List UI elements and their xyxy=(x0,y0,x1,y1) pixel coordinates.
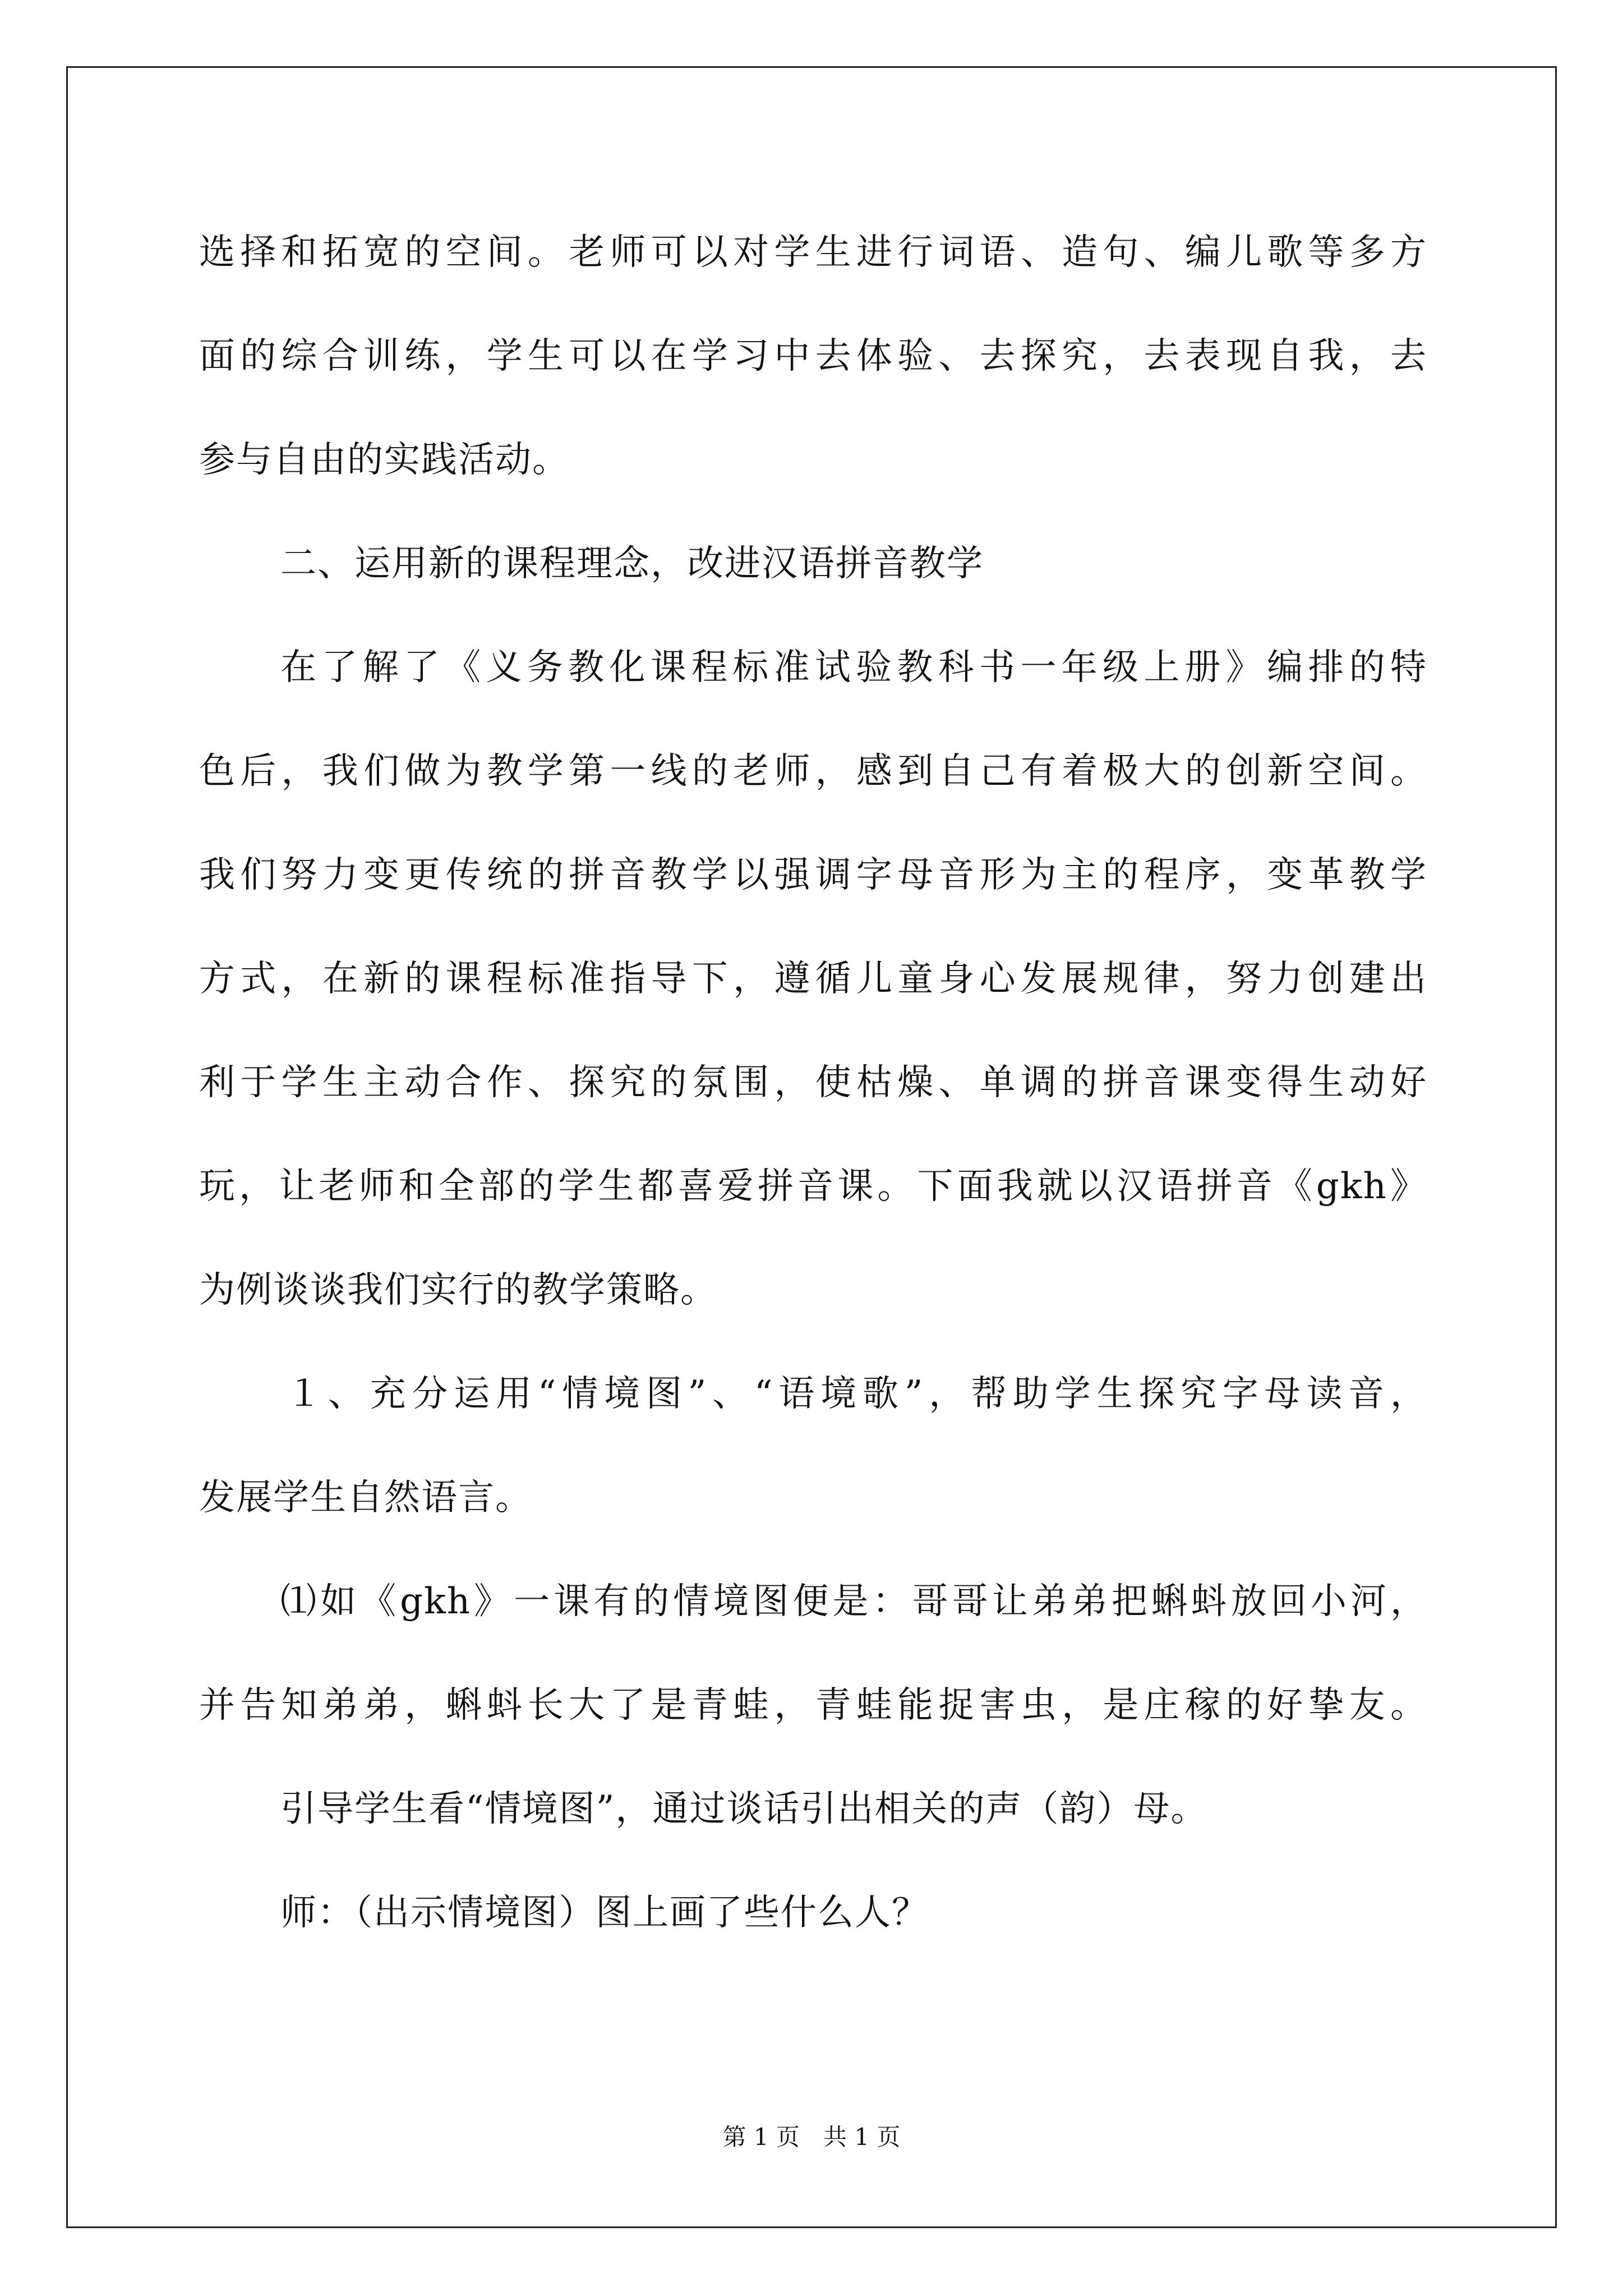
section-heading: 二、运用新的课程理念，改进汉语拼音教学 xyxy=(280,543,984,585)
body-line-2: 面的综合训练，学生可以在学习中去体验、去探究，去表现自我，去 xyxy=(199,335,1427,377)
example-line-2: 并告知弟弟，蝌蚪长大了是青蛙，青蛙能捉害虫，是庄稼的好挚友。 xyxy=(199,1685,1427,1726)
body-line-7: 我们努力变更传统的拼音教学以强调字母音形为主的程序，变革教学 xyxy=(199,854,1427,896)
teacher-question-line: 师：（出示情境图）图上画了些什么人？ xyxy=(280,1892,929,1934)
body-line-1: 选择和拓宽的空间。老师可以对学生进行词语、造句、编儿歌等多方 xyxy=(199,232,1427,273)
example-line-1: ⑴如《gkh》一课有的情境图便是：哥哥让弟弟把蝌蚪放回小河， xyxy=(280,1581,1427,1622)
body-line-10: 玩，让老师和全部的学生都喜爱拼音课。下面我就以汉语拼音《gkh》 xyxy=(199,1166,1427,1207)
guidance-line: 引导学生看“情境图”，通过谈话引出相关的声（韵）母。 xyxy=(280,1788,1208,1830)
body-line-11: 为例谈谈我们实行的教学策略。 xyxy=(199,1269,717,1311)
page-footer: 第 1 页 共 1 页 xyxy=(722,2123,901,2151)
body-line-9: 利于学生主动合作、探究的氛围，使枯燥、单调的拼音课变得生动好 xyxy=(199,1062,1427,1103)
body-line-5: 在了解了《义务教化课程标准试验教科书一年级上册》编排的特 xyxy=(280,647,1427,688)
body-line-6: 色后，我们做为教学第一线的老师，感到自己有着极大的创新空间。 xyxy=(199,751,1427,792)
subsection-line-1: １、充分运用“情境图”、“语境歌”，帮助学生探究字母读音， xyxy=(286,1373,1427,1415)
subsection-line-2: 发展学生自然语言。 xyxy=(199,1477,532,1519)
body-line-3: 参与自由的实践活动。 xyxy=(199,439,569,481)
body-line-8: 方式，在新的课程标准指导下，遵循儿童身心发展规律，努力创建出 xyxy=(199,958,1427,1000)
